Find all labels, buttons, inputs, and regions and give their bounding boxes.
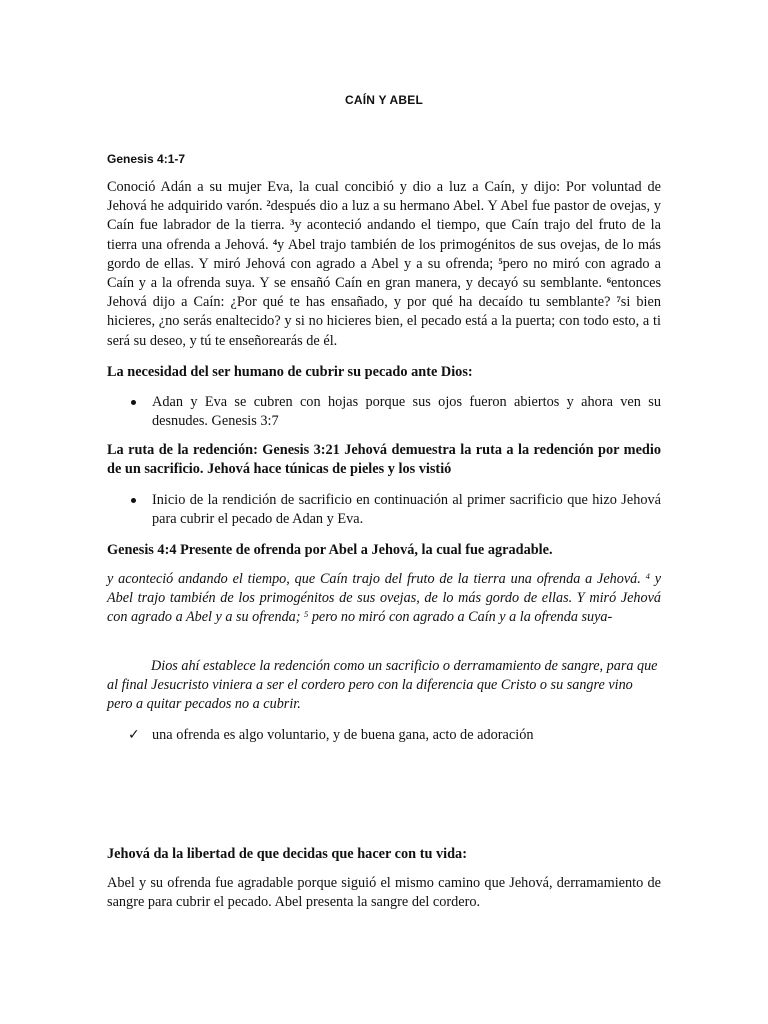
- bullet-icon: [131, 498, 136, 503]
- verse-number: 4: [645, 571, 650, 581]
- verse-5: pero no miró con agrado a Caín y a la ofrenda suya. Y se ensañó Caín en gran manera, y decayó su semblante.: [107, 255, 662, 292]
- verse-number: 3: [290, 217, 295, 228]
- quoted-text: y aconteció andando el tiempo, que Caín trajo del fruto de la tierra una ofrenda a Jehová. $^4$ y Abel trajo también de los primogénitos de sus ovejas, de lo más gordo de ellas. Y miró Jehová con agrado a Abel y a su ofrenda; $^5$ pero no miró con agrado a Caín y a la ofrenda suya-: [107, 571, 661, 626]
- section-heading: Jehová da la libertad de que decidas que hacer con tu vida:: [107, 846, 467, 862]
- section-need-to-cover-sin: [107, 363, 661, 382]
- verse-3: y aconteció andando el tiempo, que Caín trajo del fruto de la tierra una ofrenda a Jehová.: [107, 217, 661, 253]
- list-item-text: una ofrenda es algo voluntario, y de buena gana, acto de adoración: [152, 727, 534, 743]
- list-item-text: Adan y Eva se cubren con hojas porque sus ojos fueron abiertos y ahora ven su desnudes. Genesis 3:7: [152, 394, 661, 430]
- section-heading: La ruta de la redención: Genesis 3:21 Jehová demuestra la ruta a la redención por medio de un sacrificio. Jehová hace túnicas de pieles y los vistió: [107, 442, 661, 478]
- verse-number: 4: [272, 236, 278, 247]
- verse-number: 5: [498, 255, 503, 266]
- verse-number: 7: [616, 294, 621, 305]
- section-heading: La necesidad del ser humano de cubrir su pecado ante Dios:: [107, 364, 473, 380]
- closing-paragraph: [107, 874, 661, 912]
- list-item-text: Inicio de la rendición de sacrificio en continuación al primer sacrificio que hizo Jehová para cubrir el pecado de Adan y Eva.: [152, 492, 661, 528]
- verse-number: 5: [304, 609, 309, 620]
- list-item: [107, 393, 661, 431]
- verse-6: entonces Jehová dijo a Caín: ¿Por qué te has ensañado, y por qué ha decaído tu semblante?: [107, 275, 662, 311]
- checkmark-icon: ✓: [128, 727, 140, 743]
- check-list: [107, 726, 661, 745]
- paragraph-text: Abel y su ofrenda fue agradable porque siguió el mismo camino que Jehová, derramamiento de sangre para cubrir el pecado. Abel presenta la sangre del cordero.: [107, 875, 661, 911]
- bullet-list: [107, 393, 661, 431]
- scripture-reference: Genesis 4:1-7: [107, 152, 186, 166]
- quoted-passage: [107, 570, 661, 628]
- verse-number: 2: [266, 198, 271, 209]
- section-abel-offering: [107, 541, 661, 560]
- commentary-paragraph: [107, 657, 661, 715]
- document-title: CAÍN Y ABEL: [345, 93, 423, 107]
- section-route-of-redemption: [107, 441, 661, 479]
- verse-number: 6: [606, 275, 611, 286]
- passage-paragraph: [107, 178, 661, 351]
- verse-4: y Abel trajo también de los primogénitos de sus ovejas, de lo más gordo de ellas. Y miró Jehová con agrado a Abel y a su ofrenda;: [107, 236, 661, 272]
- section-heading: Genesis 4:4 Presente de ofrenda por Abel a Jehová, la cual fue agradable.: [107, 542, 553, 558]
- list-item: [107, 491, 661, 529]
- bullet-list: [107, 491, 661, 529]
- passage-text: [107, 178, 661, 351]
- commentary-text: Dios ahí establece la redención como un sacrificio o derramamiento de sangre, para que al final Jesucristo viniera a ser el cordero pero con la diferencia que Cristo o su sangre vino pero a quitar pecados no a cubrir.: [107, 658, 658, 713]
- verse-2: después dio a luz a su hermano Abel. Y Abel fue pastor de ovejas, y Caín fue labrador de la tierra.: [107, 198, 662, 234]
- section-freedom: [107, 845, 661, 864]
- verse-1: Conoció Adán a su mujer Eva, la cual concibió y dio a luz a Caín, y dijo: Por voluntad de Jehová he adquirido varón.: [107, 179, 661, 215]
- verse-7: si bien hicieres, ¿no serás enaltecido? y si no hicieres bien, el pecado está a la puerta; con todo esto, a ti será su deseo, y tú te enseñorearás de él.: [107, 294, 662, 349]
- list-item: [107, 726, 661, 745]
- bullet-icon: [131, 400, 136, 405]
